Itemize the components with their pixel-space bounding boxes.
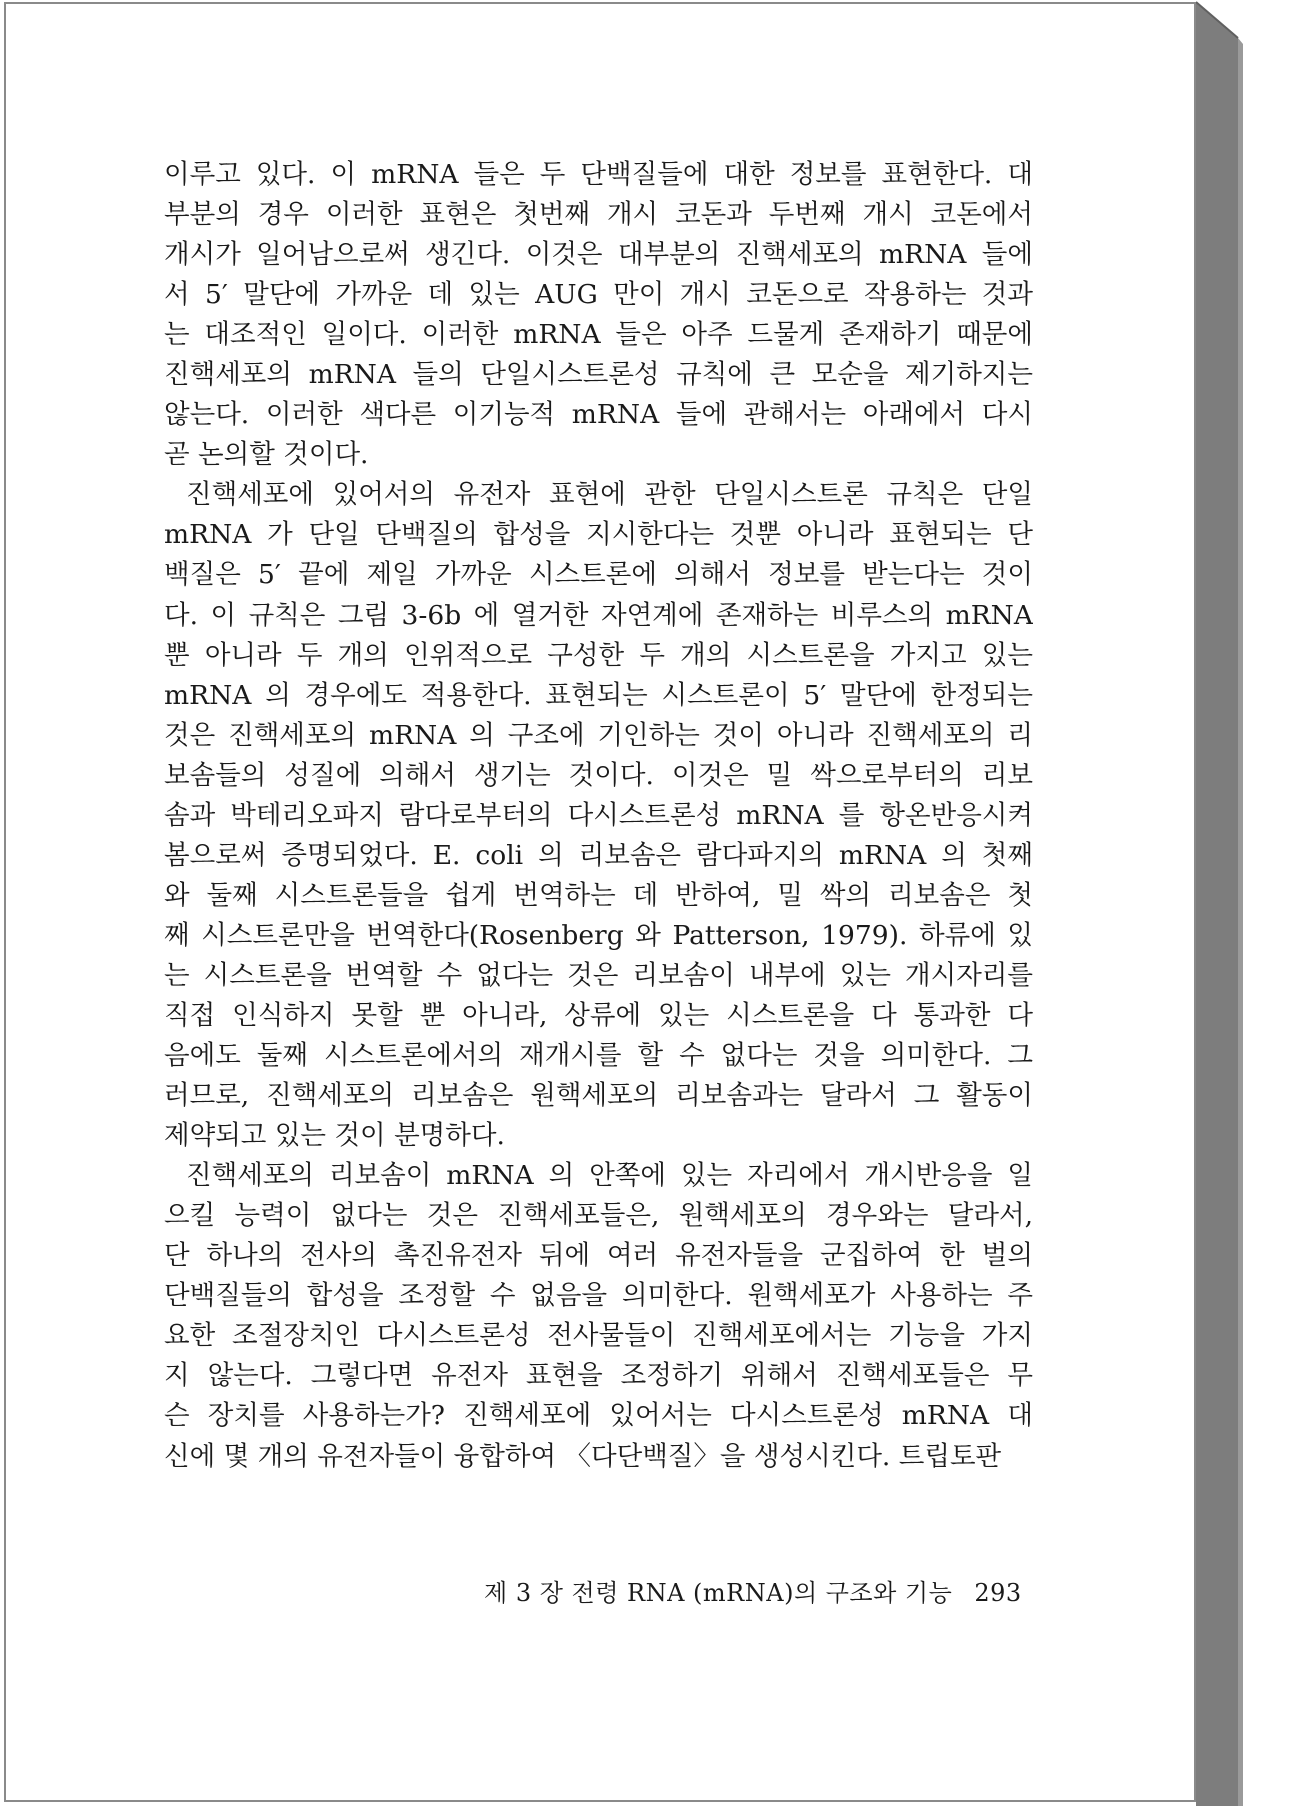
text-line: 진핵세포에 있어서의 유전자 표현에 관한 단일시스트론 규칙은 단일 bbox=[186, 479, 1033, 511]
page-number: 293 bbox=[974, 1579, 1022, 1607]
text-line: 신에 몇 개의 유전자들이 융합하여 〈다단백질〉을 생성시킨다. 트립토판 bbox=[164, 1440, 1002, 1472]
text-line: 부분의 경우 이러한 표현은 첫번째 개시 코돈과 두번째 개시 코돈에서 bbox=[164, 199, 1033, 231]
text-line: 진핵세포의 리보솜이 mRNA 의 안쪽에 있는 자리에서 개시반응을 일 bbox=[186, 1160, 1033, 1192]
running-head: 제 3 장 전령 RNA (mRNA)의 구조와 기능 bbox=[484, 1579, 953, 1607]
text-line: 개시가 일어남으로써 생긴다. 이것은 대부분의 진핵세포의 mRNA 들에 bbox=[164, 239, 1033, 271]
body-text bbox=[164, 155, 1033, 1477]
text-line: 러므로, 진핵세포의 리보솜은 원핵세포의 리보솜과는 달라서 그 활동이 bbox=[164, 1080, 1033, 1112]
text-line: 와 둘째 시스트론들을 쉽게 번역하는 데 반하여, 밀 싹의 리보솜은 첫 bbox=[164, 879, 1033, 911]
text-line: 봄으로써 증명되었다. E. coli 의 리보솜은 람다파지의 mRNA 의 첫째 bbox=[164, 839, 1033, 871]
text-line: 서 5′ 말단에 가까운 데 있는 AUG 만이 개시 코돈으로 작용하는 것과 bbox=[164, 279, 1033, 311]
text-line: mRNA 가 단일 단백질의 합성을 지시한다는 것뿐 아니라 표현되는 단 bbox=[164, 519, 1033, 551]
text-line: 단 하나의 전사의 촉진유전자 뒤에 여러 유전자들을 군집하여 한 벌의 bbox=[164, 1240, 1033, 1272]
text-line: 단백질들의 합성을 조정할 수 없음을 의미한다. 원핵세포가 사용하는 주 bbox=[164, 1280, 1033, 1312]
text-line: 백질은 5′ 끝에 제일 가까운 시스트론에 의해서 정보를 받는다는 것이 bbox=[164, 559, 1033, 591]
text-line: 는 대조적인 일이다. 이러한 mRNA 들은 아주 드물게 존재하기 때문에 bbox=[164, 319, 1033, 351]
text-line: 직접 인식하지 못할 뿐 아니라, 상류에 있는 시스트론을 다 통과한 다 bbox=[164, 999, 1033, 1031]
text-line: mRNA 의 경우에도 적용한다. 표현되는 시스트론이 5′ 말단에 한정되는 bbox=[164, 679, 1033, 711]
text-line: 째 시스트론만을 번역한다(Rosenberg 와 Patterson, 1979). 하류에 있 bbox=[164, 919, 1033, 951]
text-line: 것은 진핵세포의 mRNA 의 구조에 기인하는 것이 아니라 진핵세포의 리 bbox=[164, 719, 1033, 751]
text-line: 슨 장치를 사용하는가? 진핵세포에 있어서는 다시스트론성 mRNA 대 bbox=[164, 1400, 1033, 1432]
text-line: 보솜들의 성질에 의해서 생기는 것이다. 이것은 밀 싹으로부터의 리보 bbox=[164, 759, 1033, 791]
text-line: 제약되고 있는 것이 분명하다. bbox=[164, 1120, 505, 1152]
text-line: 이루고 있다. 이 mRNA 들은 두 단백질들에 대한 정보를 표현한다. 대 bbox=[164, 159, 1033, 190]
text-line: 는 시스트론을 번역할 수 없다는 것은 리보솜이 내부에 있는 개시자리를 bbox=[164, 959, 1033, 991]
paragraph bbox=[164, 155, 1033, 475]
text-line: 않는다. 이러한 색다른 이기능적 mRNA 들에 관해서는 아래에서 다시 bbox=[164, 399, 1033, 431]
text-line: 음에도 둘째 시스트론에서의 재개시를 할 수 없다는 것을 의미한다. 그 bbox=[164, 1040, 1033, 1072]
text-line: 곧 논의할 것이다. bbox=[164, 439, 369, 471]
text-line: 요한 조절장치인 다시스트론성 전사물들이 진핵세포에서는 기능을 가지 bbox=[164, 1320, 1033, 1352]
paragraph bbox=[164, 1156, 1033, 1476]
text-line: 솜과 박테리오파지 람다로부터의 다시스트론성 mRNA 를 항온반응시켜 bbox=[164, 799, 1033, 831]
text-line: 지 않는다. 그렇다면 유전자 표현을 조정하기 위해서 진핵세포들은 무 bbox=[164, 1360, 1033, 1392]
page-footer bbox=[484, 1573, 1022, 1608]
paragraph bbox=[164, 475, 1033, 1156]
text-line: 으킬 능력이 없다는 것은 진핵세포들은, 원핵세포의 경우와는 달라서, bbox=[164, 1200, 1033, 1232]
text-line: 다. 이 규칙은 그림 3-6b 에 열거한 자연계에 존재하는 비루스의 mRNA bbox=[164, 599, 1033, 631]
text-line: 진핵세포의 mRNA 들의 단일시스트론성 규칙에 큰 모순을 제기하지는 bbox=[164, 359, 1033, 391]
text-line: 뿐 아니라 두 개의 인위적으로 구성한 두 개의 시스트론을 가지고 있는 bbox=[164, 639, 1033, 671]
